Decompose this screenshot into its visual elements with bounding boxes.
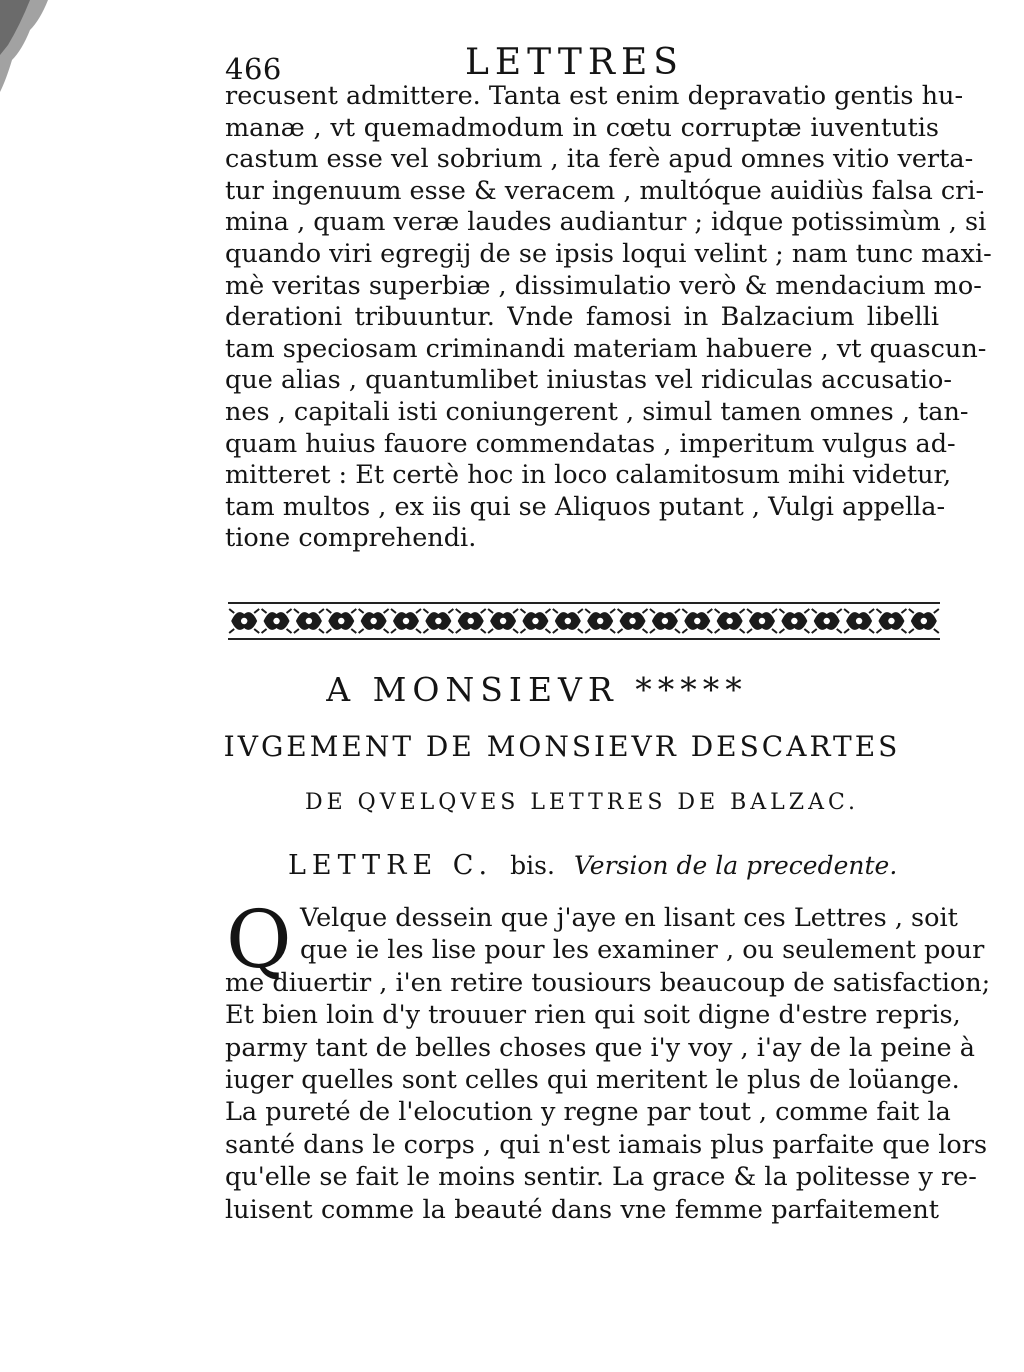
letter-subtitle: DE QVELQVES LETTRES DE BALZAC. bbox=[304, 790, 860, 815]
running-title: LETTRES bbox=[465, 42, 684, 83]
text-line: que ie les lise pour les examiner , ou seulement pour bbox=[300, 935, 985, 966]
ornament-motif bbox=[359, 609, 389, 633]
ornamental-divider bbox=[228, 600, 940, 642]
text-line: tam multos , ex iis qui se Aliquos putant , Vulgi appella- bbox=[225, 491, 946, 522]
text-line: parmy tant de belles choses que i'y voy , i'ay de la peine à bbox=[225, 1032, 975, 1063]
ornament-motif bbox=[812, 609, 842, 633]
text-line: Velque dessein que j'aye en lisant ces Lettres , soit bbox=[300, 903, 958, 933]
scan-smudge bbox=[0, 0, 60, 95]
ornament-motif bbox=[294, 609, 324, 633]
text-line: iuger quelles sont celles qui meritent le plus de loüange. bbox=[225, 1065, 960, 1095]
text-line: tam speciosam criminandi materiam habuere , vt quascun- bbox=[225, 333, 987, 364]
ornament-motif bbox=[585, 609, 615, 633]
ornament-motif bbox=[391, 609, 421, 633]
ornament-motif bbox=[618, 609, 648, 633]
ornament-motif bbox=[779, 609, 809, 633]
ornament-motif bbox=[423, 609, 453, 633]
letter-version-note: Version de la precedente. bbox=[574, 851, 898, 880]
page-number: 466 bbox=[225, 52, 282, 86]
ornament-motif bbox=[650, 609, 680, 633]
letter-label bbox=[288, 848, 897, 884]
text-line: derationi tribuuntur. Vnde famosi in Balzacium libelli bbox=[225, 302, 939, 333]
addressee-heading: A MONSIEVR ***** bbox=[326, 670, 748, 709]
text-line: nes , capitali isti coniungerent , simul tamen omnes , tan- bbox=[225, 397, 969, 427]
text-line: santé dans le corps , qui n'est iamais plus parfaite que lors bbox=[225, 1129, 988, 1160]
text-line: La pureté de l'elocution y regne par tout , comme fait la bbox=[225, 1097, 951, 1128]
ornament-motif bbox=[844, 609, 874, 633]
letter-bis: bis. bbox=[510, 851, 555, 880]
text-line: mina , quam veræ laudes audiantur ; idque potissimùm , si bbox=[225, 207, 987, 238]
text-line: manæ , vt quemadmodum in cœtu corruptæ iuventutis bbox=[225, 112, 939, 143]
text-line: me diuertir , i'en retire tousiours beaucoup de satisfaction; bbox=[225, 967, 991, 998]
text-line: que alias , quantumlibet iniustas vel ridiculas accusatio- bbox=[225, 365, 952, 396]
ornament-motif bbox=[682, 609, 712, 633]
ornament-motif bbox=[488, 609, 518, 633]
letter-number: LETTRE C. bbox=[288, 850, 494, 881]
ornament-motif bbox=[715, 609, 745, 633]
ornament-motif bbox=[553, 609, 583, 633]
page-header bbox=[225, 36, 945, 84]
judgement-title: IVGEMENT DE MONSIEVR DESCARTES bbox=[223, 730, 901, 763]
text-line: Et bien loin d'y trouuer rien qui soit digne d'estre repris, bbox=[225, 1000, 961, 1031]
text-line: castum esse vel sobrium , ita ferè apud omnes vitio verta- bbox=[225, 144, 974, 175]
ornament-motif bbox=[747, 609, 777, 633]
ornament-motif bbox=[326, 609, 356, 633]
text-line: qu'elle se fait le moins sentir. La grace & la politesse y re- bbox=[225, 1162, 977, 1193]
text-line: tur ingenuum esse & veracem , multóque auidiùs falsa cri- bbox=[225, 175, 985, 206]
text-line: mè veritas superbiæ , dissimulatio verò & mendacium mo- bbox=[225, 270, 982, 301]
text-line: quando viri egregij de se ipsis loqui velint ; nam tunc maxi- bbox=[225, 239, 992, 269]
text-line: mitteret : Et certè hoc in loco calamitosum mihi videtur, bbox=[225, 460, 952, 491]
text-line: recusent admittere. Tanta est enim depravatio gentis hu- bbox=[225, 81, 964, 111]
ornament-motif bbox=[520, 609, 550, 633]
text-line: luisent comme la beauté dans vne femme parfaitement bbox=[225, 1194, 939, 1225]
text-line: quam huius fauore commendatas , imperitum vulgus ad- bbox=[225, 428, 956, 459]
ornament-motif bbox=[262, 609, 292, 633]
ornament-motif bbox=[876, 609, 906, 633]
ornament-motif bbox=[229, 609, 259, 633]
ornament-motif bbox=[909, 609, 939, 633]
drop-cap: Q bbox=[226, 893, 292, 986]
ornament-motif bbox=[456, 609, 486, 633]
text-line: tione comprehendi. bbox=[225, 523, 477, 554]
